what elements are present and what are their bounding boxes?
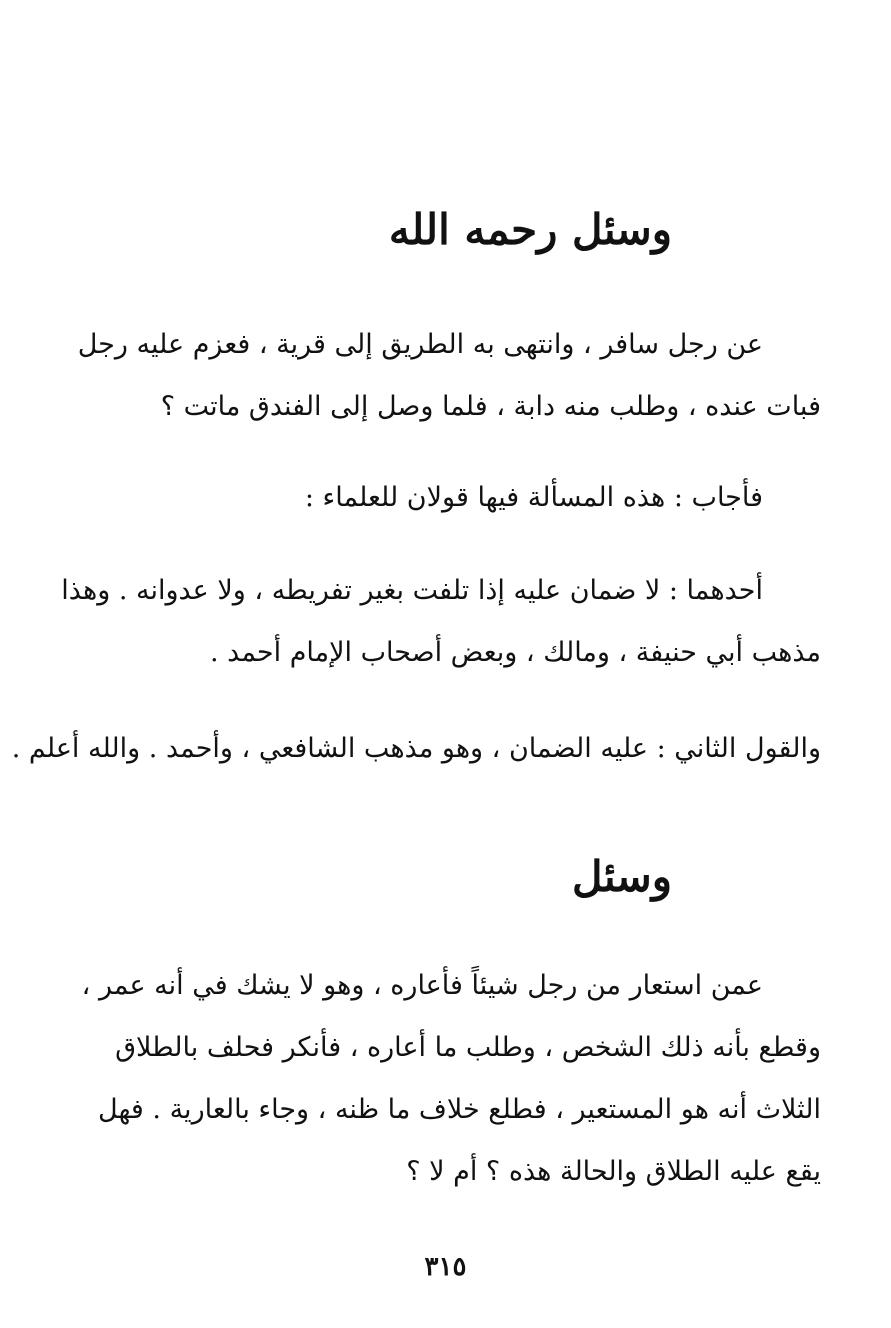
answer-intro-paragraph: [100, 467, 821, 529]
question-paragraph: [81, 955, 821, 1203]
text-line: مذهب أبي حنيفة ، ومالك ، وبعض أصحاب الإمام أحمد .: [209, 637, 821, 668]
text-line: عمن استعار من رجل شيئاً فأعاره ، وهو لا يشك في أنه عمر ،: [81, 970, 763, 1001]
first-opinion-paragraph: [61, 560, 821, 684]
section-heading: وسئل رحمه الله: [388, 205, 672, 254]
text-line: الثلاث أنه هو المستعير ، فطلع خلاف ما ظنه ، وجاء بالعارية . فهل: [98, 1094, 821, 1125]
text-line: وقطع بأنه ذلك الشخص ، وطلب ما أعاره ، فأنكر فحلف بالطلاق: [115, 1032, 821, 1063]
text-line: والقول الثاني : عليه الضمان ، وهو مذهب الشافعي ، وأحمد . والله أعلم .: [11, 733, 821, 764]
text-line: يقع عليه الطلاق والحالة هذه ؟ أم لا ؟: [406, 1156, 821, 1187]
section-heading: وسئل: [572, 852, 672, 901]
text-line: عن رجل سافر ، وانتهى به الطريق إلى قرية ، فعزم عليه رجل: [77, 329, 763, 360]
page-number: ٣١٥: [424, 1252, 467, 1282]
text-line: أحدهما : لا ضمان عليه إذا تلفت بغير تفريطه ، ولا عدوانه . وهذا: [61, 575, 763, 606]
text-line: فأجاب : هذه المسألة فيها قولان للعلماء :: [304, 482, 763, 513]
question-paragraph: [77, 314, 821, 438]
text-line: فبات عنده ، وطلب منه دابة ، فلما وصل إلى الفندق ماتت ؟: [160, 391, 821, 422]
second-opinion-paragraph: [11, 718, 821, 780]
